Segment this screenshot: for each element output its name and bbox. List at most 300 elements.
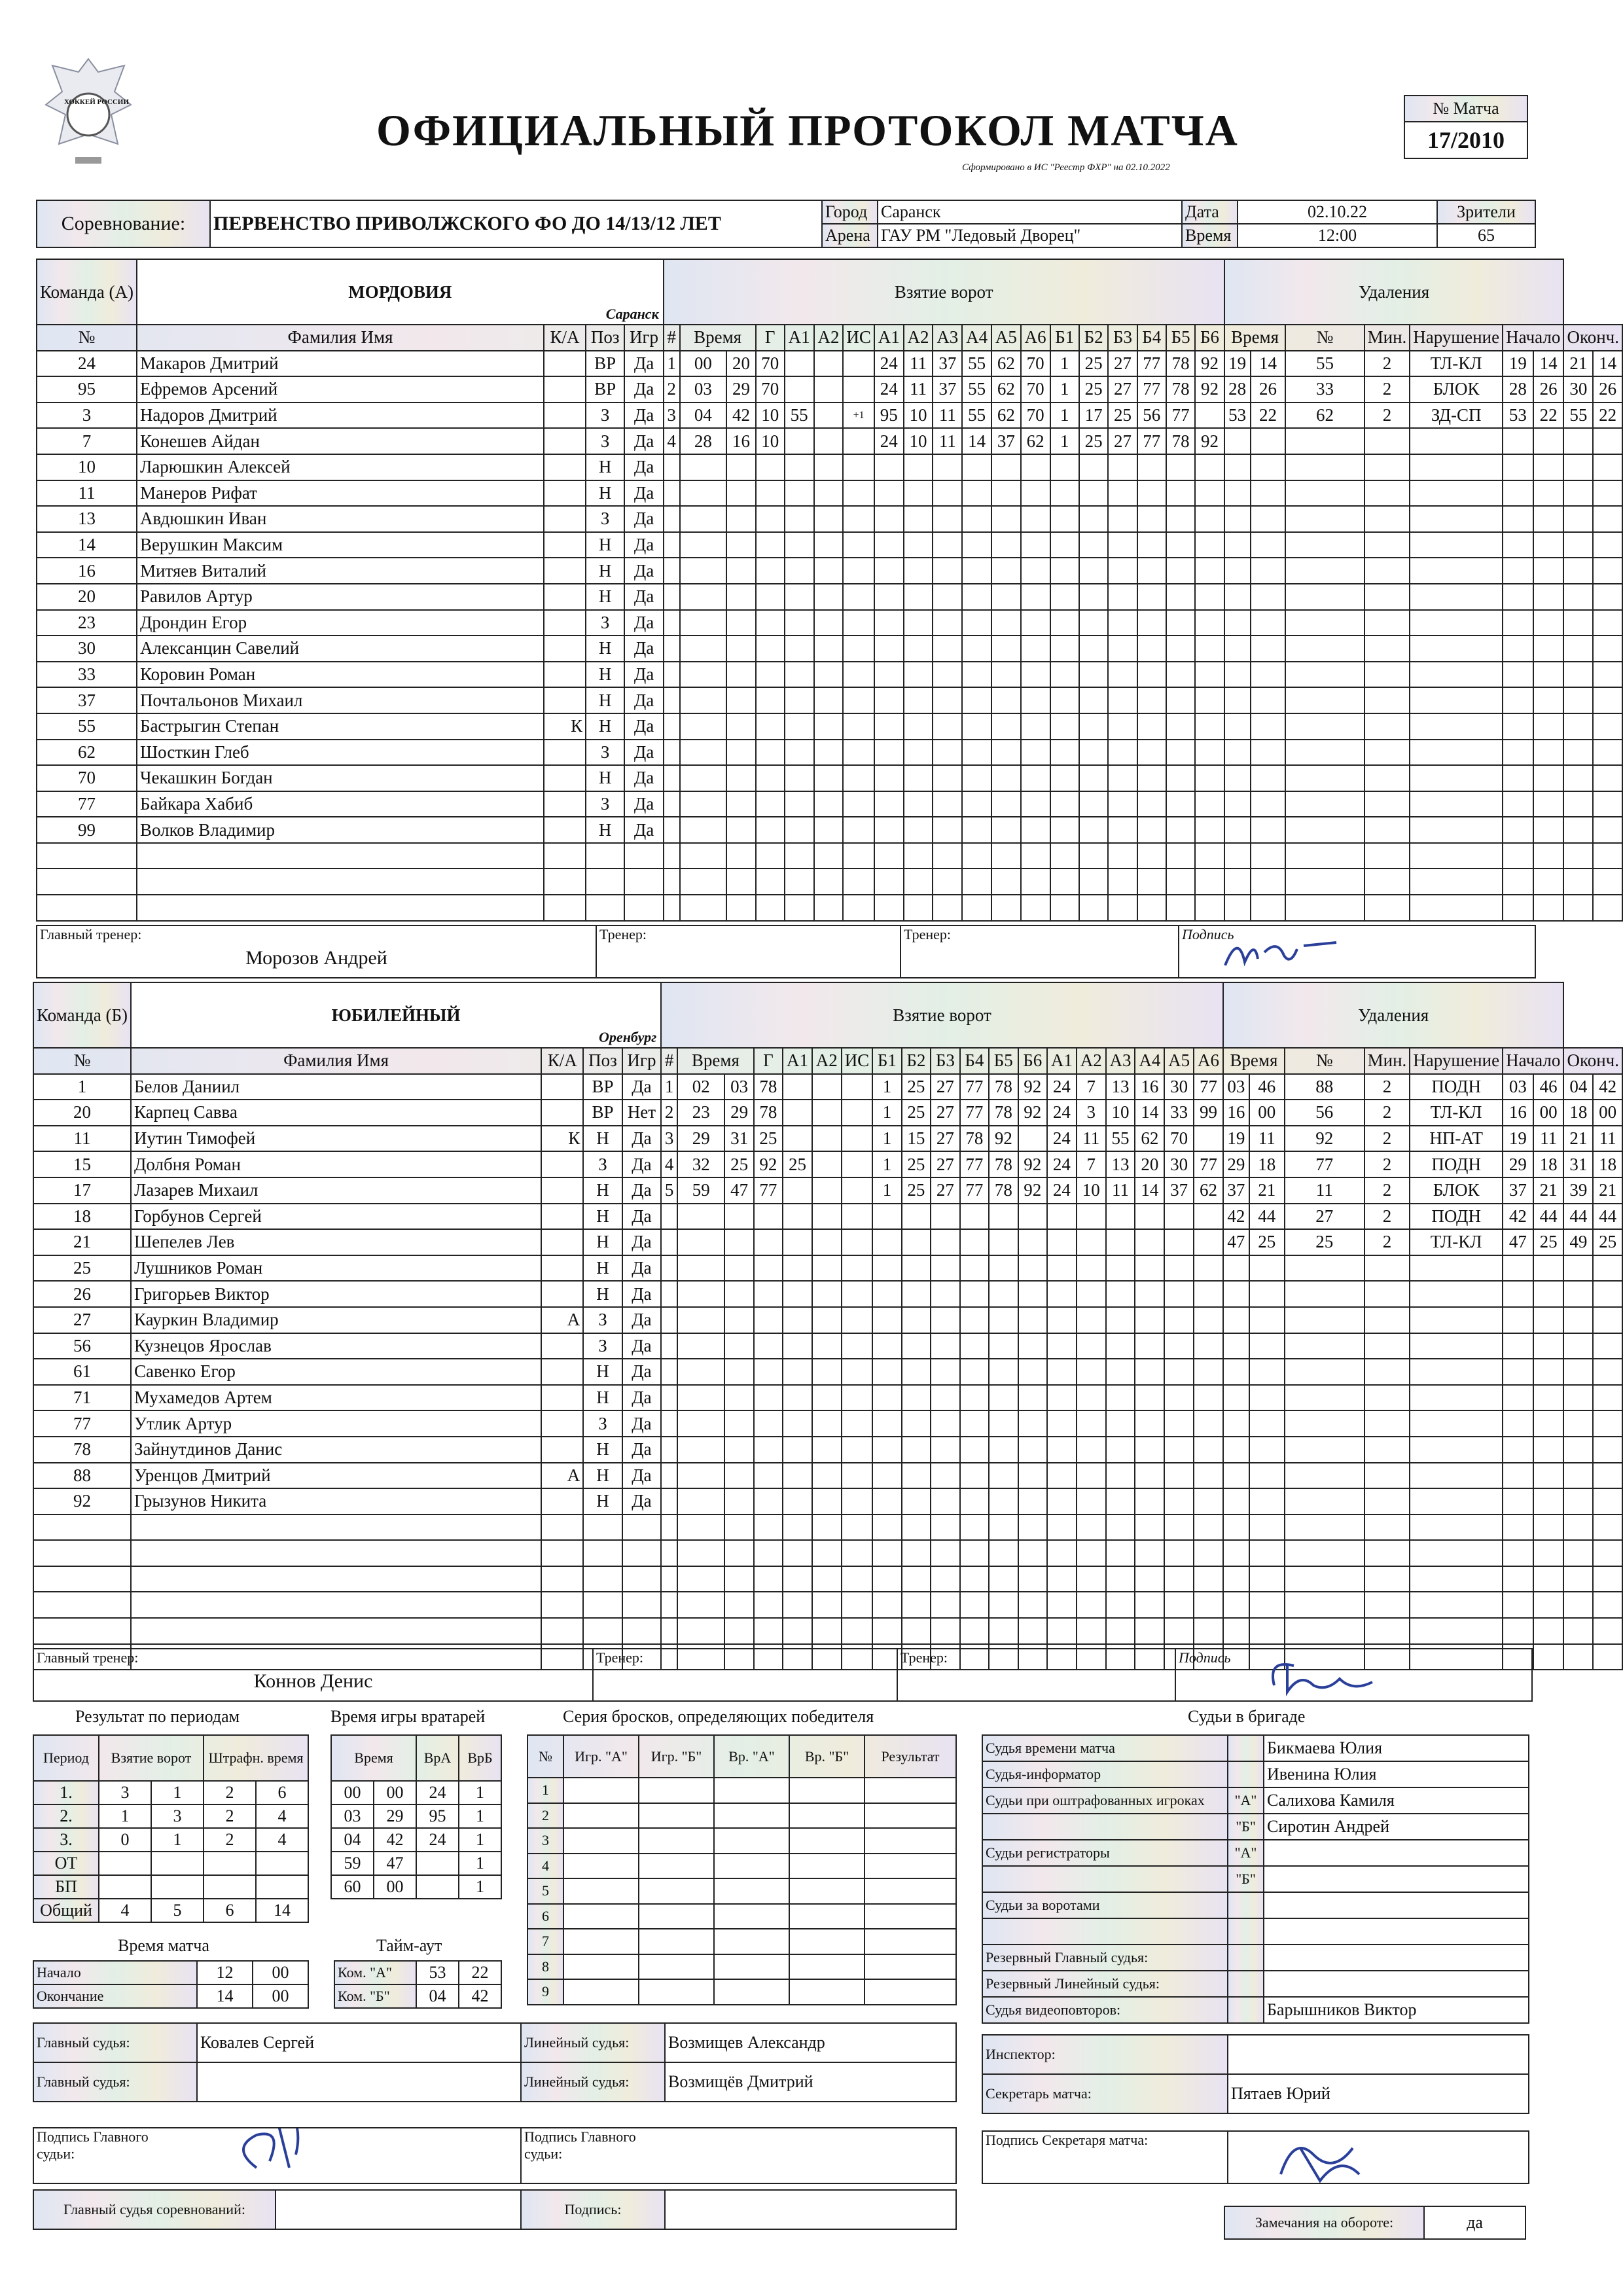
team-a-goal-cell — [1050, 662, 1079, 688]
team-b-player-ka — [541, 1540, 583, 1566]
team-a-player-pos: ВР — [586, 376, 624, 403]
team-b-pen-minutes — [1364, 1592, 1410, 1618]
team-a-goal-cell — [1137, 713, 1166, 740]
team-b-goal-cell — [1164, 1255, 1194, 1282]
team-a-goal-cell — [904, 480, 933, 507]
team-a-goal-cell — [933, 817, 962, 843]
team-b-player-num: 27 — [33, 1307, 131, 1333]
team-a-player-num: 37 — [37, 687, 137, 713]
team-b-coach1: Тренер: — [593, 1649, 897, 1701]
team-b-pen-start-s — [1533, 1566, 1564, 1592]
comp-head-label: Главный судья соревнований: — [33, 2190, 276, 2229]
team-b-goal-cell — [989, 1333, 1018, 1359]
team-a-player-pos: Н — [586, 713, 624, 740]
team-b-player-pos: Н — [583, 1463, 622, 1489]
team-b-pen-minutes: 2 — [1364, 1100, 1410, 1126]
team-a-pen-sec — [1251, 428, 1286, 454]
team-a-goal-cell — [1137, 584, 1166, 610]
team-b-pen-infraction — [1410, 1359, 1503, 1385]
team-b-goal-cell: 15 — [902, 1126, 931, 1152]
team-b-pen-start-m — [1503, 1307, 1533, 1333]
period-cell: 0 — [99, 1828, 151, 1852]
team-a-goal-sec — [726, 817, 755, 843]
team-a-goal-sec — [726, 558, 755, 584]
team-b-player-pos: Н — [583, 1229, 622, 1255]
shootout-cell — [639, 1929, 714, 1954]
team-b-pen-end-s — [1593, 1592, 1622, 1618]
goalie-cell: 1 — [459, 1852, 501, 1875]
team-b-goal-min: 02 — [677, 1074, 724, 1100]
shootout-num: 5 — [527, 1878, 563, 1904]
team-b-goal-cell — [812, 1100, 842, 1126]
team-b-pen-infraction — [1410, 1333, 1503, 1359]
team-b-goal-cell — [812, 1540, 842, 1566]
team-b-pen-start-s — [1533, 1644, 1564, 1670]
team-a-table — [36, 259, 1623, 922]
team-b-pen-start-s — [1533, 1437, 1564, 1463]
team-a-pen-start-s: 26 — [1533, 376, 1564, 403]
team-a-pen-end-m — [1563, 662, 1593, 688]
official-side: "Б" — [1228, 1814, 1264, 1840]
team-a-row — [37, 791, 1622, 817]
team-b-player-name: Карпец Савва — [131, 1100, 541, 1126]
team-b-pen-minutes — [1364, 1255, 1410, 1282]
team-b-pen-min — [1223, 1488, 1249, 1515]
team-a-player-played: Да — [624, 480, 663, 507]
team-b-pen-end-s — [1593, 1437, 1622, 1463]
team-b-pen-end-s — [1593, 1333, 1622, 1359]
team-b-goal-cell — [1135, 1204, 1164, 1230]
team-b-pen-start-m: 03 — [1503, 1074, 1533, 1100]
goalie-row — [331, 1804, 501, 1828]
team-b-goal-cell: 78 — [754, 1100, 783, 1126]
team-b-col-header: Г — [754, 1048, 783, 1074]
team-b-pen-end-m: 18 — [1563, 1100, 1593, 1126]
team-b-goal-cell — [1077, 1592, 1106, 1618]
team-a-goal-cell — [1108, 662, 1137, 688]
team-a-pen-player — [1285, 869, 1364, 895]
match-info — [36, 200, 1536, 248]
team-a-player-num: 13 — [37, 506, 137, 532]
team-a-goal-cell — [843, 506, 874, 532]
team-a-goal-cell: +1 — [843, 403, 874, 429]
team-a-goal-cell — [1108, 869, 1137, 895]
team-a-goal-cell — [962, 454, 991, 480]
team-b-goal-cell — [812, 1359, 842, 1385]
team-b-col-header: А1 — [1047, 1048, 1077, 1074]
team-b-pen-start-s — [1533, 1618, 1564, 1644]
team-b-player-played: Да — [622, 1229, 661, 1255]
period-cell: ОТ — [33, 1852, 99, 1875]
shootout-cell — [639, 1904, 714, 1929]
team-a-player-pos: Н — [586, 636, 624, 662]
team-a-player-played: Да — [624, 584, 663, 610]
team-b-player-name: Кузнецов Ярослав — [131, 1333, 541, 1359]
team-b-pen-sec: 00 — [1249, 1100, 1285, 1126]
team-b-pen-end-s — [1593, 1488, 1622, 1515]
team-a-goal-cell — [785, 610, 814, 636]
team-a-pen-min — [1224, 740, 1251, 766]
team-b-player-name: Мухамедов Артем — [131, 1385, 541, 1411]
team-b-goal-cell — [902, 1385, 931, 1411]
team-b-goal-cell: 77 — [1194, 1151, 1223, 1177]
team-b-head-coach-cell — [33, 1649, 593, 1701]
team-a-goal-num — [664, 506, 680, 532]
team-b-pen-start-m — [1503, 1437, 1533, 1463]
team-b-goal-cell — [1194, 1410, 1223, 1437]
team-a-goal-cell — [1166, 454, 1195, 480]
team-a-pen-start-m — [1503, 740, 1533, 766]
team-a-goal-cell — [814, 713, 844, 740]
team-b-goal-sec — [724, 1437, 753, 1463]
team-a-pen-end-m — [1563, 843, 1593, 869]
team-b-pen-end-s: 00 — [1593, 1100, 1622, 1126]
team-a-goal-cell — [756, 454, 785, 480]
team-b-goal-cell — [872, 1618, 901, 1644]
official-name: Барышников Виктор — [1264, 1997, 1529, 2023]
team-a-goal-cell — [1195, 843, 1224, 869]
team-a-goal-cell — [991, 843, 1021, 869]
team-a-player-pos: Н — [586, 765, 624, 791]
team-b-player-ka — [541, 1515, 583, 1541]
team-b-pen-sec — [1249, 1488, 1285, 1515]
team-b-pen-start-m — [1503, 1488, 1533, 1515]
team-a-player-ka — [544, 817, 586, 843]
team-b-goal-cell: 78 — [960, 1126, 989, 1152]
team-b-pen-sec: 25 — [1249, 1229, 1285, 1255]
team-b-player-pos — [583, 1618, 622, 1644]
official-name: Ивенина Юлия — [1264, 1761, 1529, 1787]
team-b-goal-cell — [1135, 1488, 1164, 1515]
team-b-goal-cell: 78 — [989, 1151, 1018, 1177]
team-a-name — [137, 259, 664, 325]
team-b-goal-cell — [989, 1488, 1018, 1515]
team-b-goal-cell: 92 — [1018, 1151, 1047, 1177]
team-a-pen-player — [1285, 791, 1364, 817]
team-b-pen-infraction — [1410, 1463, 1503, 1489]
team-a-pen-start-m — [1503, 687, 1533, 713]
team-a-goal-cell: 77 — [1137, 428, 1166, 454]
team-a-goal-num — [664, 843, 680, 869]
team-a-pen-sec — [1251, 817, 1286, 843]
team-b-pen-player: 77 — [1285, 1151, 1364, 1177]
team-a-goal-cell — [991, 480, 1021, 507]
team-a-goal-cell — [962, 713, 991, 740]
team-a-pen-infraction: ЗД-СП — [1410, 403, 1503, 429]
team-a-goal-cell — [1166, 791, 1195, 817]
team-b-player-num: 17 — [33, 1177, 131, 1204]
team-b-goal-cell — [783, 1100, 812, 1126]
team-b-goal-cell — [1047, 1566, 1077, 1592]
secretary-signature-cell — [1228, 2131, 1529, 2183]
team-a-col-header: Б2 — [1079, 325, 1108, 351]
team-b-player-ka — [541, 1177, 583, 1204]
team-a-goal-cell — [904, 740, 933, 766]
team-a-goal-cell: 1 — [1050, 428, 1079, 454]
team-b-goal-cell — [783, 1385, 812, 1411]
team-b-col-header: Б2 — [902, 1048, 931, 1074]
team-b-pen-min — [1223, 1359, 1249, 1385]
timeout-a-label: Ком. "А" — [334, 1961, 416, 1984]
sign-value — [665, 2190, 956, 2229]
official-side — [1228, 1761, 1264, 1787]
team-a-col-header: Мин. — [1364, 325, 1410, 351]
team-b-goal-cell — [842, 1204, 873, 1230]
team-b-goal-cell — [1077, 1255, 1106, 1282]
team-a-goal-cell — [991, 713, 1021, 740]
period-cell: 1 — [99, 1804, 151, 1828]
team-a-pen-sec — [1251, 740, 1286, 766]
team-a-goal-cell — [874, 713, 904, 740]
team-a-goal-cell — [904, 791, 933, 817]
team-a-goal-cell — [904, 895, 933, 921]
period-cell: 2 — [204, 1828, 256, 1852]
team-b-goal-cell — [989, 1281, 1018, 1307]
team-b-goal-cell — [902, 1540, 931, 1566]
official-name — [1264, 1918, 1529, 1945]
team-b-player-played — [622, 1618, 661, 1644]
team-b-goal-cell: 11 — [1077, 1126, 1106, 1152]
team-b-pen-start-m — [1503, 1540, 1533, 1566]
team-a-goal-cell — [1166, 843, 1195, 869]
official-role: Резервный Линейный судья: — [982, 1971, 1228, 1997]
official-side — [1228, 1892, 1264, 1918]
team-b-goal-cell — [1164, 1359, 1194, 1385]
team-b-goal-cell — [989, 1463, 1018, 1489]
team-b-pen-min — [1223, 1515, 1249, 1541]
team-b-pen-minutes: 2 — [1364, 1151, 1410, 1177]
team-b-goal-cell — [812, 1566, 842, 1592]
shootout-row — [527, 1803, 956, 1829]
team-a-goal-num — [664, 895, 680, 921]
team-a-goal-cell — [1021, 713, 1050, 740]
team-a-goal-cell — [904, 869, 933, 895]
team-b-pen-min — [1223, 1618, 1249, 1644]
shootout-cell — [789, 1778, 865, 1803]
team-b-player-name — [131, 1540, 541, 1566]
team-b-goal-cell — [1077, 1540, 1106, 1566]
team-b-goal-cell — [1047, 1281, 1077, 1307]
team-a-pen-start-m — [1503, 558, 1533, 584]
team-a-goal-cell — [1108, 454, 1137, 480]
team-b-goal-cell — [1077, 1566, 1106, 1592]
team-b-pen-minutes — [1364, 1281, 1410, 1307]
team-b-goal-cell — [902, 1410, 931, 1437]
team-a-pen-min — [1224, 765, 1251, 791]
team-a-player-pos: З — [586, 610, 624, 636]
team-b-pen-minutes — [1364, 1463, 1410, 1489]
team-a-pen-end-m — [1563, 584, 1593, 610]
team-a-player-num: 70 — [37, 765, 137, 791]
team-b-pen-start-m — [1503, 1566, 1533, 1592]
team-b-player-pos: Н — [583, 1437, 622, 1463]
team-b-player-num: 15 — [33, 1151, 131, 1177]
team-b-row — [33, 1255, 1622, 1282]
team-a-goal-cell — [933, 662, 962, 688]
team-a-goal-cell — [874, 869, 904, 895]
team-a-goal-cell — [1079, 843, 1108, 869]
team-b-goal-cell — [1018, 1618, 1047, 1644]
team-a-goal-cell — [1050, 610, 1079, 636]
team-a-player-pos: Н — [586, 584, 624, 610]
team-a-player-name — [137, 869, 544, 895]
team-a-goal-cell — [843, 532, 874, 558]
team-b-goal-cell — [960, 1540, 989, 1566]
team-a-goal-cell — [1195, 506, 1224, 532]
team-a-player-ka — [544, 791, 586, 817]
team-a-goal-cell — [904, 687, 933, 713]
team-a-goal-cell — [1166, 740, 1195, 766]
team-b-goal-cell — [872, 1410, 901, 1437]
team-a-goal-cell — [1195, 765, 1224, 791]
team-b-goal-cell — [1077, 1307, 1106, 1333]
period-cell: 2 — [204, 1804, 256, 1828]
team-a-player-played: Да — [624, 817, 663, 843]
team-b-goal-cell — [812, 1255, 842, 1282]
team-a-goal-num — [664, 558, 680, 584]
team-a-goal-cell: 25 — [1079, 376, 1108, 403]
team-b-pen-start-s — [1533, 1540, 1564, 1566]
team-a-pen-minutes — [1364, 843, 1410, 869]
team-a-goal-cell: 25 — [1108, 403, 1137, 429]
team-b-pen-player — [1285, 1566, 1364, 1592]
team-a-pen-start-m — [1503, 532, 1533, 558]
team-a-goal-cell — [1050, 817, 1079, 843]
shootout-cell — [714, 1803, 789, 1829]
team-b-player-ka — [541, 1333, 583, 1359]
team-b-col-header: Поз — [583, 1048, 622, 1074]
team-a-pen-infraction — [1410, 532, 1503, 558]
team-a-goal-cell — [1079, 584, 1108, 610]
goalies-h-a: ВрА — [416, 1735, 459, 1781]
team-a-player-played: Да — [624, 791, 663, 817]
team-b-pen-min — [1223, 1281, 1249, 1307]
date-label: Дата — [1182, 200, 1238, 224]
team-b-goal-cell — [1077, 1204, 1106, 1230]
team-a-pen-end-s — [1593, 532, 1622, 558]
team-b-player-played: Да — [622, 1307, 661, 1333]
team-b-goal-cell — [1047, 1437, 1077, 1463]
team-b-player-ka — [541, 1281, 583, 1307]
team-a-player-ka — [544, 843, 586, 869]
team-b-goal-cell — [960, 1204, 989, 1230]
team-a-goal-min — [680, 765, 727, 791]
team-a-goal-cell: 62 — [1021, 428, 1050, 454]
team-a-goal-cell — [1050, 532, 1079, 558]
team-a-row — [37, 454, 1622, 480]
team-a-goal-cell — [1166, 765, 1195, 791]
team-b-goal-cell — [931, 1204, 959, 1230]
period-row — [33, 1852, 308, 1875]
team-b-goal-cell: 13 — [1106, 1074, 1135, 1100]
team-b-goal-cell — [1106, 1488, 1135, 1515]
team-b-goal-cell — [1135, 1566, 1164, 1592]
team-a-goal-sec: 20 — [726, 351, 755, 377]
team-b-pen-end-m — [1563, 1566, 1593, 1592]
shootout-row — [527, 1878, 956, 1904]
team-a-goal-cell — [1166, 506, 1195, 532]
team-a-goal-sec — [726, 740, 755, 766]
team-a-row — [37, 376, 1622, 403]
team-a-pen-end-m — [1563, 480, 1593, 507]
team-b-pen-end-s — [1593, 1618, 1622, 1644]
goalie-cell: 42 — [374, 1828, 416, 1852]
team-a-goal-sec — [726, 636, 755, 662]
team-b-goal-cell — [1164, 1333, 1194, 1359]
team-b-player-pos: Н — [583, 1281, 622, 1307]
team-b-player-played: Да — [622, 1151, 661, 1177]
team-a-goal-cell: 92 — [1195, 376, 1224, 403]
team-b-goal-cell — [1135, 1333, 1164, 1359]
line-ref-label-2: Линейный судья: — [521, 2062, 665, 2102]
team-a-pen-start-s — [1533, 636, 1564, 662]
team-b-goal-cell — [960, 1566, 989, 1592]
team-a-pen-minutes — [1364, 791, 1410, 817]
team-a-goal-cell — [904, 584, 933, 610]
team-b-goal-min — [677, 1255, 724, 1282]
team-a-signature-cell — [1179, 925, 1535, 978]
team-a-goal-cell — [1195, 869, 1224, 895]
team-a-goal-cell — [1079, 817, 1108, 843]
comp-head-row — [33, 2189, 957, 2230]
team-a-goal-cell — [1050, 454, 1079, 480]
team-a-goal-cell — [874, 740, 904, 766]
team-b-pen-player: 25 — [1285, 1229, 1364, 1255]
team-b-goal-cell — [1077, 1333, 1106, 1359]
team-a-goal-cell — [1108, 584, 1137, 610]
team-a-pen-end-s — [1593, 662, 1622, 688]
team-b-goal-cell: 7 — [1077, 1151, 1106, 1177]
team-a-goal-cell — [1137, 454, 1166, 480]
team-b-player-num: 77 — [33, 1410, 131, 1437]
team-b-goal-cell — [1106, 1515, 1135, 1541]
period-cell — [99, 1875, 151, 1899]
team-b-row — [33, 1074, 1622, 1100]
official-side — [1228, 1997, 1264, 2023]
team-a-player-pos: Н — [586, 687, 624, 713]
team-a-goal-cell: 77 — [1137, 351, 1166, 377]
team-b-player-ka — [541, 1437, 583, 1463]
team-b-player-pos: ВР — [583, 1074, 622, 1100]
team-a-goal-num: 1 — [664, 351, 680, 377]
team-a-col-header: Оконч. — [1563, 325, 1622, 351]
team-b-goal-cell: 1 — [872, 1177, 901, 1204]
team-b-goal-cell: 33 — [1164, 1100, 1194, 1126]
team-a-goal-cell: 14 — [962, 428, 991, 454]
team-a-row — [37, 584, 1622, 610]
team-a-pen-start-m — [1503, 662, 1533, 688]
team-a-pen-infraction — [1410, 662, 1503, 688]
team-b-pen-player: 88 — [1285, 1074, 1364, 1100]
team-a-goal-cell — [991, 869, 1021, 895]
team-a-goal-cell — [933, 558, 962, 584]
team-b-goal-min — [677, 1618, 724, 1644]
team-a-goal-cell — [1079, 740, 1108, 766]
team-b-pen-sec — [1249, 1307, 1285, 1333]
team-b-goal-cell — [872, 1488, 901, 1515]
team-b-pen-start-s — [1533, 1385, 1564, 1411]
team-a-goal-cell — [756, 558, 785, 584]
team-a-goal-cell — [962, 558, 991, 584]
shootout-num: 7 — [527, 1929, 563, 1954]
team-b-goal-cell — [872, 1229, 901, 1255]
team-a-goal-cell — [874, 506, 904, 532]
team-a-goal-cell: 62 — [991, 403, 1021, 429]
team-a-pen-sec — [1251, 454, 1286, 480]
period-cell — [256, 1852, 308, 1875]
team-b-goal-cell — [902, 1333, 931, 1359]
team-a-pen-sec — [1251, 532, 1286, 558]
